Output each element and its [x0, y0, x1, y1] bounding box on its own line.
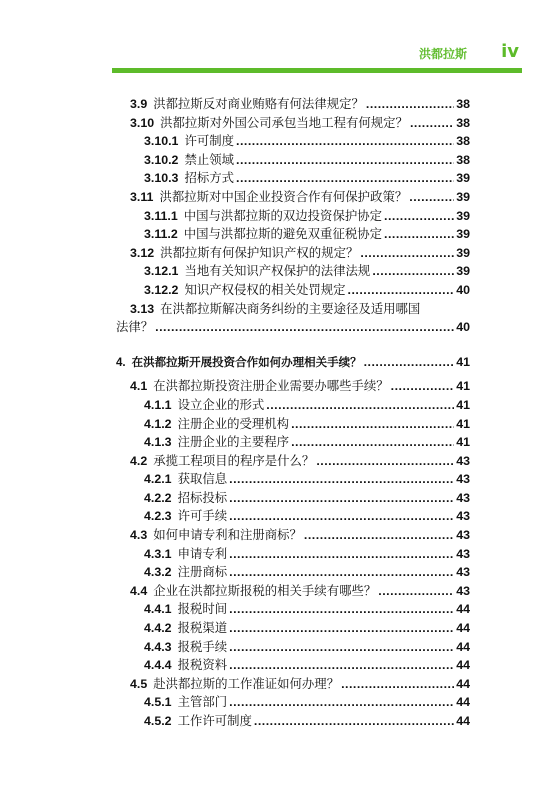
dot-leader [229, 470, 454, 489]
dot-leader [229, 693, 454, 712]
dot-leader [378, 582, 454, 601]
toc-entry[interactable]: 3.11 洪都拉斯对中国企业投资合作有何保护政策？ ..... 39 [116, 188, 470, 207]
dot-leader [372, 262, 454, 281]
dot-leader [316, 452, 454, 471]
dot-leader [236, 169, 454, 188]
toc-entry[interactable]: 4.2 承揽工程项目的程序是什么？ ..... 43 [116, 452, 470, 471]
dot-leader [254, 712, 454, 731]
dot-leader [229, 563, 454, 582]
toc-entry[interactable]: 4.4.4 报税资料 ..... 44 [116, 656, 470, 675]
dot-leader [291, 433, 454, 452]
toc-entry-continued[interactable]: 法律？ ..... 40 [116, 318, 470, 337]
toc-entry[interactable]: 4.5 赴洪都拉斯的工作准证如何办理？ ..... 44 [116, 675, 470, 694]
toc-entry[interactable]: 4.5.2 工作许可制度 ..... 44 [116, 712, 470, 731]
dot-leader [229, 638, 454, 657]
toc-entry[interactable]: 3.13 在洪都拉斯解决商务纠纷的主要途径及适用哪国 [130, 300, 421, 316]
dot-leader [229, 656, 454, 675]
dot-leader [236, 151, 454, 170]
header-rule [112, 68, 522, 73]
toc-entry[interactable]: 3.10.1 许可制度 ..... 38 [116, 132, 470, 151]
dot-leader [229, 507, 454, 526]
toc-entry[interactable]: 4.2.2 招标投标 ..... 43 [116, 489, 470, 508]
dot-leader [229, 600, 454, 619]
toc-entry[interactable]: 3.11.2 中国与洪都拉斯的避免双重征税协定 ..... 39 [116, 225, 470, 244]
toc-entry[interactable]: 3.12.1 当地有关知识产权保护的法律法规 ..... 39 [116, 262, 470, 281]
header-title: 洪都拉斯 [418, 47, 467, 61]
toc-entry[interactable]: 4.2.1 获取信息 ..... 43 [116, 470, 470, 489]
dot-leader [229, 489, 454, 508]
toc-entry[interactable]: 3.10.2 禁止领域 ..... 38 [116, 151, 470, 170]
toc-entry[interactable]: 4.4.3 报税手续 ..... 44 [116, 638, 470, 657]
toc-entry[interactable]: 3.10.3 招标方式 ..... 39 [116, 169, 470, 188]
toc-entry[interactable]: 4.4 企业在洪都拉斯报税的相关手续有哪些？ ..... 43 [116, 582, 470, 601]
dot-leader [341, 675, 454, 694]
dot-leader [229, 619, 454, 638]
toc-entry[interactable]: 4.1.3 注册企业的主要程序 ..... 41 [116, 433, 470, 452]
dot-leader [360, 244, 454, 263]
toc-entry[interactable]: 4.1 在洪都拉斯投资注册企业需要办哪些手续？ ..... 41 [116, 377, 470, 396]
toc-entry[interactable]: 4.3 如何申请专利和注册商标？ ..... 43 [116, 526, 470, 545]
toc-entry[interactable]: 4.1.2 注册企业的受理机构 ..... 41 [116, 415, 470, 434]
toc-entry[interactable]: 3.11.1 中国与洪都拉斯的双边投资保护协定 ..... 39 [116, 207, 470, 226]
toc-entry[interactable]: 3.9 洪都拉斯反对商业贿赂有何法律规定？ ..... 38 [116, 95, 470, 114]
dot-leader [348, 281, 455, 300]
toc-chapter-entry[interactable]: 4. 在洪都拉斯开展投资合作如何办理相关手续？ ..... 41 [116, 353, 470, 372]
dot-leader [291, 415, 454, 434]
toc-entry[interactable]: 4.2.3 许可手续 ..... 43 [116, 507, 470, 526]
dot-leader [155, 318, 454, 337]
dot-leader [410, 114, 454, 133]
toc-entry[interactable]: 4.4.2 报税渠道 ..... 44 [116, 619, 470, 638]
dot-leader [366, 95, 454, 114]
dot-leader [229, 545, 454, 564]
table-of-contents [116, 95, 470, 731]
toc-entry[interactable]: 4.3.2 注册商标 ..... 43 [116, 563, 470, 582]
dot-leader [266, 396, 454, 415]
dot-leader [384, 207, 454, 226]
toc-entry[interactable]: 3.10 洪都拉斯对外国公司承包当地工程有何规定？ ..... 38 [116, 114, 470, 133]
dot-leader [236, 132, 454, 151]
toc-entry[interactable]: 3.12.2 知识产权侵权的相关处罚规定 ..... 40 [116, 281, 470, 300]
dot-leader [384, 225, 454, 244]
toc-entry[interactable]: 4.5.1 主管部门 ..... 44 [116, 693, 470, 712]
toc-entry[interactable]: 4.3.1 申请专利 ..... 43 [116, 545, 470, 564]
dot-leader [409, 188, 454, 207]
toc-entry[interactable]: 4.4.1 报税时间 ..... 44 [116, 600, 470, 619]
dot-leader [304, 526, 454, 545]
dot-leader [391, 377, 455, 396]
toc-entry[interactable]: 3.12 洪都拉斯有何保护知识产权的规定？ ..... 39 [116, 244, 470, 263]
dot-leader [364, 353, 455, 372]
page-number: iv [501, 41, 519, 62]
toc-entry[interactable]: 4.1.1 设立企业的形式 ..... 41 [116, 396, 470, 415]
